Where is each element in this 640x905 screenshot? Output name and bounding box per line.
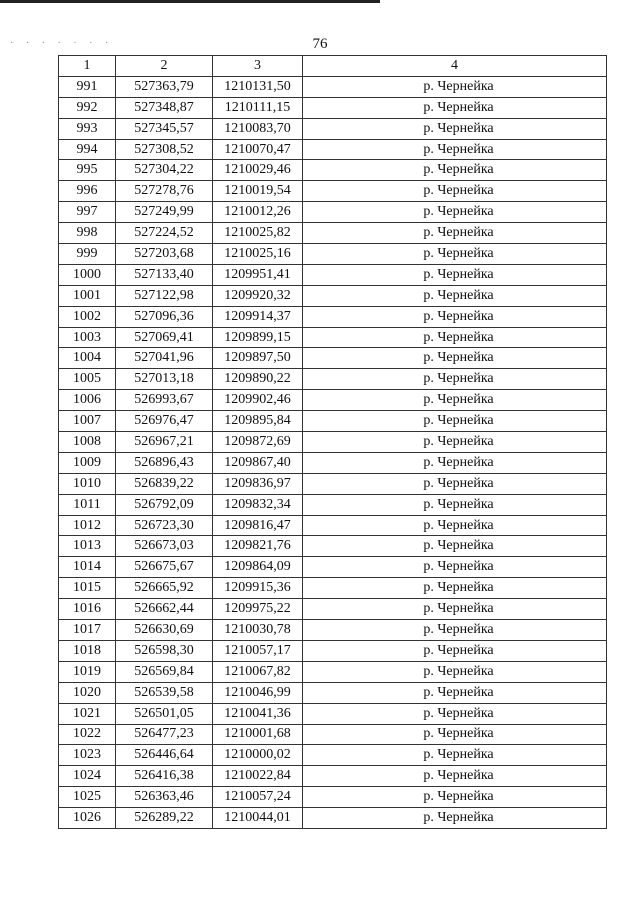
table-row xyxy=(59,494,607,515)
description-cell: р. Чернейка xyxy=(303,640,607,661)
table-row xyxy=(59,682,607,703)
point-number-cell: 1026 xyxy=(59,808,116,829)
point-number-cell: 1013 xyxy=(59,536,116,557)
description-cell: р. Чернейка xyxy=(303,578,607,599)
point-number-cell: 1001 xyxy=(59,285,116,306)
y-coordinate-cell: 1210044,01 xyxy=(213,808,303,829)
table-row xyxy=(59,306,607,327)
y-coordinate-cell: 1209816,47 xyxy=(213,515,303,536)
point-number-cell: 1022 xyxy=(59,724,116,745)
column-header-1: 1 xyxy=(59,56,116,77)
table-row xyxy=(59,139,607,160)
table-header-row xyxy=(59,56,607,77)
x-coordinate-cell: 526289,22 xyxy=(116,808,213,829)
y-coordinate-cell: 1209890,22 xyxy=(213,369,303,390)
point-number-cell: 991 xyxy=(59,76,116,97)
table-row xyxy=(59,536,607,557)
table-row xyxy=(59,160,607,181)
y-coordinate-cell: 1209864,09 xyxy=(213,557,303,578)
point-number-cell: 1006 xyxy=(59,390,116,411)
table-row xyxy=(59,390,607,411)
table-row xyxy=(59,661,607,682)
description-cell: р. Чернейка xyxy=(303,244,607,265)
description-cell: р. Чернейка xyxy=(303,452,607,473)
x-coordinate-cell: 526993,67 xyxy=(116,390,213,411)
point-number-cell: 1000 xyxy=(59,264,116,285)
table-row xyxy=(59,515,607,536)
point-number-cell: 996 xyxy=(59,181,116,202)
description-cell: р. Чернейка xyxy=(303,306,607,327)
y-coordinate-cell: 1210000,02 xyxy=(213,745,303,766)
point-number-cell: 1020 xyxy=(59,682,116,703)
coordinates-table xyxy=(58,55,607,829)
description-cell: р. Чернейка xyxy=(303,390,607,411)
y-coordinate-cell: 1210057,24 xyxy=(213,787,303,808)
table-row xyxy=(59,745,607,766)
y-coordinate-cell: 1209914,37 xyxy=(213,306,303,327)
x-coordinate-cell: 526675,67 xyxy=(116,557,213,578)
x-coordinate-cell: 526976,47 xyxy=(116,411,213,432)
point-number-cell: 995 xyxy=(59,160,116,181)
point-number-cell: 1017 xyxy=(59,620,116,641)
table-row xyxy=(59,369,607,390)
scan-border-line xyxy=(0,0,380,3)
y-coordinate-cell: 1209832,34 xyxy=(213,494,303,515)
y-coordinate-cell: 1210111,15 xyxy=(213,97,303,118)
point-number-cell: 992 xyxy=(59,97,116,118)
y-coordinate-cell: 1210025,82 xyxy=(213,223,303,244)
y-coordinate-cell: 1210022,84 xyxy=(213,766,303,787)
table-row xyxy=(59,181,607,202)
x-coordinate-cell: 527224,52 xyxy=(116,223,213,244)
y-coordinate-cell: 1209902,46 xyxy=(213,390,303,411)
point-number-cell: 1023 xyxy=(59,745,116,766)
table-row xyxy=(59,787,607,808)
table-row xyxy=(59,599,607,620)
table-row xyxy=(59,620,607,641)
description-cell: р. Чернейка xyxy=(303,787,607,808)
y-coordinate-cell: 1210019,54 xyxy=(213,181,303,202)
description-cell: р. Чернейка xyxy=(303,160,607,181)
x-coordinate-cell: 526416,38 xyxy=(116,766,213,787)
description-cell: р. Чернейка xyxy=(303,515,607,536)
x-coordinate-cell: 527122,98 xyxy=(116,285,213,306)
table-row xyxy=(59,223,607,244)
description-cell: р. Чернейка xyxy=(303,223,607,244)
x-coordinate-cell: 527308,52 xyxy=(116,139,213,160)
table-row xyxy=(59,202,607,223)
y-coordinate-cell: 1209899,15 xyxy=(213,327,303,348)
description-cell: р. Чернейка xyxy=(303,285,607,306)
description-cell: р. Чернейка xyxy=(303,682,607,703)
table-row xyxy=(59,766,607,787)
table-row xyxy=(59,578,607,599)
x-coordinate-cell: 526723,30 xyxy=(116,515,213,536)
x-coordinate-cell: 526896,43 xyxy=(116,452,213,473)
x-coordinate-cell: 526662,44 xyxy=(116,599,213,620)
description-cell: р. Чернейка xyxy=(303,411,607,432)
y-coordinate-cell: 1210041,36 xyxy=(213,703,303,724)
description-cell: р. Чернейка xyxy=(303,432,607,453)
y-coordinate-cell: 1209915,36 xyxy=(213,578,303,599)
table-row xyxy=(59,244,607,265)
point-number-cell: 1012 xyxy=(59,515,116,536)
table-row xyxy=(59,452,607,473)
y-coordinate-cell: 1209836,97 xyxy=(213,473,303,494)
description-cell: р. Чернейка xyxy=(303,97,607,118)
point-number-cell: 1003 xyxy=(59,327,116,348)
y-coordinate-cell: 1209867,40 xyxy=(213,452,303,473)
y-coordinate-cell: 1210030,78 xyxy=(213,620,303,641)
description-cell: р. Чернейка xyxy=(303,264,607,285)
y-coordinate-cell: 1210025,16 xyxy=(213,244,303,265)
x-coordinate-cell: 527133,40 xyxy=(116,264,213,285)
point-number-cell: 1025 xyxy=(59,787,116,808)
y-coordinate-cell: 1210131,50 xyxy=(213,76,303,97)
y-coordinate-cell: 1209897,50 xyxy=(213,348,303,369)
table-row xyxy=(59,327,607,348)
y-coordinate-cell: 1209821,76 xyxy=(213,536,303,557)
y-coordinate-cell: 1209951,41 xyxy=(213,264,303,285)
point-number-cell: 1021 xyxy=(59,703,116,724)
description-cell: р. Чернейка xyxy=(303,118,607,139)
description-cell: р. Чернейка xyxy=(303,808,607,829)
point-number-cell: 1018 xyxy=(59,640,116,661)
table-row xyxy=(59,264,607,285)
description-cell: р. Чернейка xyxy=(303,348,607,369)
description-cell: р. Чернейка xyxy=(303,661,607,682)
point-number-cell: 1007 xyxy=(59,411,116,432)
x-coordinate-cell: 527249,99 xyxy=(116,202,213,223)
point-number-cell: 1011 xyxy=(59,494,116,515)
x-coordinate-cell: 526539,58 xyxy=(116,682,213,703)
description-cell: р. Чернейка xyxy=(303,494,607,515)
description-cell: р. Чернейка xyxy=(303,181,607,202)
x-coordinate-cell: 526446,64 xyxy=(116,745,213,766)
y-coordinate-cell: 1210067,82 xyxy=(213,661,303,682)
y-coordinate-cell: 1210046,99 xyxy=(213,682,303,703)
column-header-2: 2 xyxy=(116,56,213,77)
description-cell: р. Чернейка xyxy=(303,599,607,620)
table-row xyxy=(59,724,607,745)
point-number-cell: 994 xyxy=(59,139,116,160)
table-row xyxy=(59,118,607,139)
table-row xyxy=(59,348,607,369)
scan-artifact-dots: · · · · · · · xyxy=(10,38,114,49)
point-number-cell: 1005 xyxy=(59,369,116,390)
table-row xyxy=(59,76,607,97)
point-number-cell: 998 xyxy=(59,223,116,244)
y-coordinate-cell: 1210029,46 xyxy=(213,160,303,181)
x-coordinate-cell: 527069,41 xyxy=(116,327,213,348)
table-row xyxy=(59,473,607,494)
x-coordinate-cell: 527013,18 xyxy=(116,369,213,390)
point-number-cell: 1004 xyxy=(59,348,116,369)
y-coordinate-cell: 1210083,70 xyxy=(213,118,303,139)
point-number-cell: 1010 xyxy=(59,473,116,494)
x-coordinate-cell: 526792,09 xyxy=(116,494,213,515)
x-coordinate-cell: 526839,22 xyxy=(116,473,213,494)
table-body xyxy=(59,76,607,828)
table-row xyxy=(59,285,607,306)
description-cell: р. Чернейка xyxy=(303,202,607,223)
x-coordinate-cell: 527278,76 xyxy=(116,181,213,202)
x-coordinate-cell: 526569,84 xyxy=(116,661,213,682)
description-cell: р. Чернейка xyxy=(303,620,607,641)
point-number-cell: 1009 xyxy=(59,452,116,473)
x-coordinate-cell: 526501,05 xyxy=(116,703,213,724)
x-coordinate-cell: 527096,36 xyxy=(116,306,213,327)
table-row xyxy=(59,97,607,118)
y-coordinate-cell: 1209895,84 xyxy=(213,411,303,432)
column-header-4: 4 xyxy=(303,56,607,77)
point-number-cell: 1015 xyxy=(59,578,116,599)
x-coordinate-cell: 526630,69 xyxy=(116,620,213,641)
table-row xyxy=(59,432,607,453)
x-coordinate-cell: 527348,87 xyxy=(116,97,213,118)
y-coordinate-cell: 1209920,32 xyxy=(213,285,303,306)
table-row xyxy=(59,808,607,829)
x-coordinate-cell: 527345,57 xyxy=(116,118,213,139)
x-coordinate-cell: 526477,23 xyxy=(116,724,213,745)
x-coordinate-cell: 527363,79 xyxy=(116,76,213,97)
page-number: 76 xyxy=(312,36,328,52)
description-cell: р. Чернейка xyxy=(303,473,607,494)
table-row xyxy=(59,411,607,432)
column-header-3: 3 xyxy=(213,56,303,77)
y-coordinate-cell: 1210057,17 xyxy=(213,640,303,661)
x-coordinate-cell: 526967,21 xyxy=(116,432,213,453)
description-cell: р. Чернейка xyxy=(303,724,607,745)
point-number-cell: 1014 xyxy=(59,557,116,578)
x-coordinate-cell: 527041,96 xyxy=(116,348,213,369)
description-cell: р. Чернейка xyxy=(303,745,607,766)
point-number-cell: 1016 xyxy=(59,599,116,620)
description-cell: р. Чернейка xyxy=(303,536,607,557)
point-number-cell: 1019 xyxy=(59,661,116,682)
x-coordinate-cell: 526665,92 xyxy=(116,578,213,599)
description-cell: р. Чернейка xyxy=(303,76,607,97)
description-cell: р. Чернейка xyxy=(303,557,607,578)
point-number-cell: 997 xyxy=(59,202,116,223)
description-cell: р. Чернейка xyxy=(303,369,607,390)
x-coordinate-cell: 527304,22 xyxy=(116,160,213,181)
y-coordinate-cell: 1210070,47 xyxy=(213,139,303,160)
point-number-cell: 999 xyxy=(59,244,116,265)
point-number-cell: 1008 xyxy=(59,432,116,453)
y-coordinate-cell: 1210001,68 xyxy=(213,724,303,745)
table-row xyxy=(59,557,607,578)
description-cell: р. Чернейка xyxy=(303,327,607,348)
description-cell: р. Чернейка xyxy=(303,703,607,724)
description-cell: р. Чернейка xyxy=(303,766,607,787)
point-number-cell: 1024 xyxy=(59,766,116,787)
x-coordinate-cell: 526363,46 xyxy=(116,787,213,808)
point-number-cell: 993 xyxy=(59,118,116,139)
x-coordinate-cell: 526598,30 xyxy=(116,640,213,661)
table-row xyxy=(59,703,607,724)
description-cell: р. Чернейка xyxy=(303,139,607,160)
y-coordinate-cell: 1210012,26 xyxy=(213,202,303,223)
y-coordinate-cell: 1209975,22 xyxy=(213,599,303,620)
x-coordinate-cell: 527203,68 xyxy=(116,244,213,265)
x-coordinate-cell: 526673,03 xyxy=(116,536,213,557)
table-row xyxy=(59,640,607,661)
y-coordinate-cell: 1209872,69 xyxy=(213,432,303,453)
point-number-cell: 1002 xyxy=(59,306,116,327)
